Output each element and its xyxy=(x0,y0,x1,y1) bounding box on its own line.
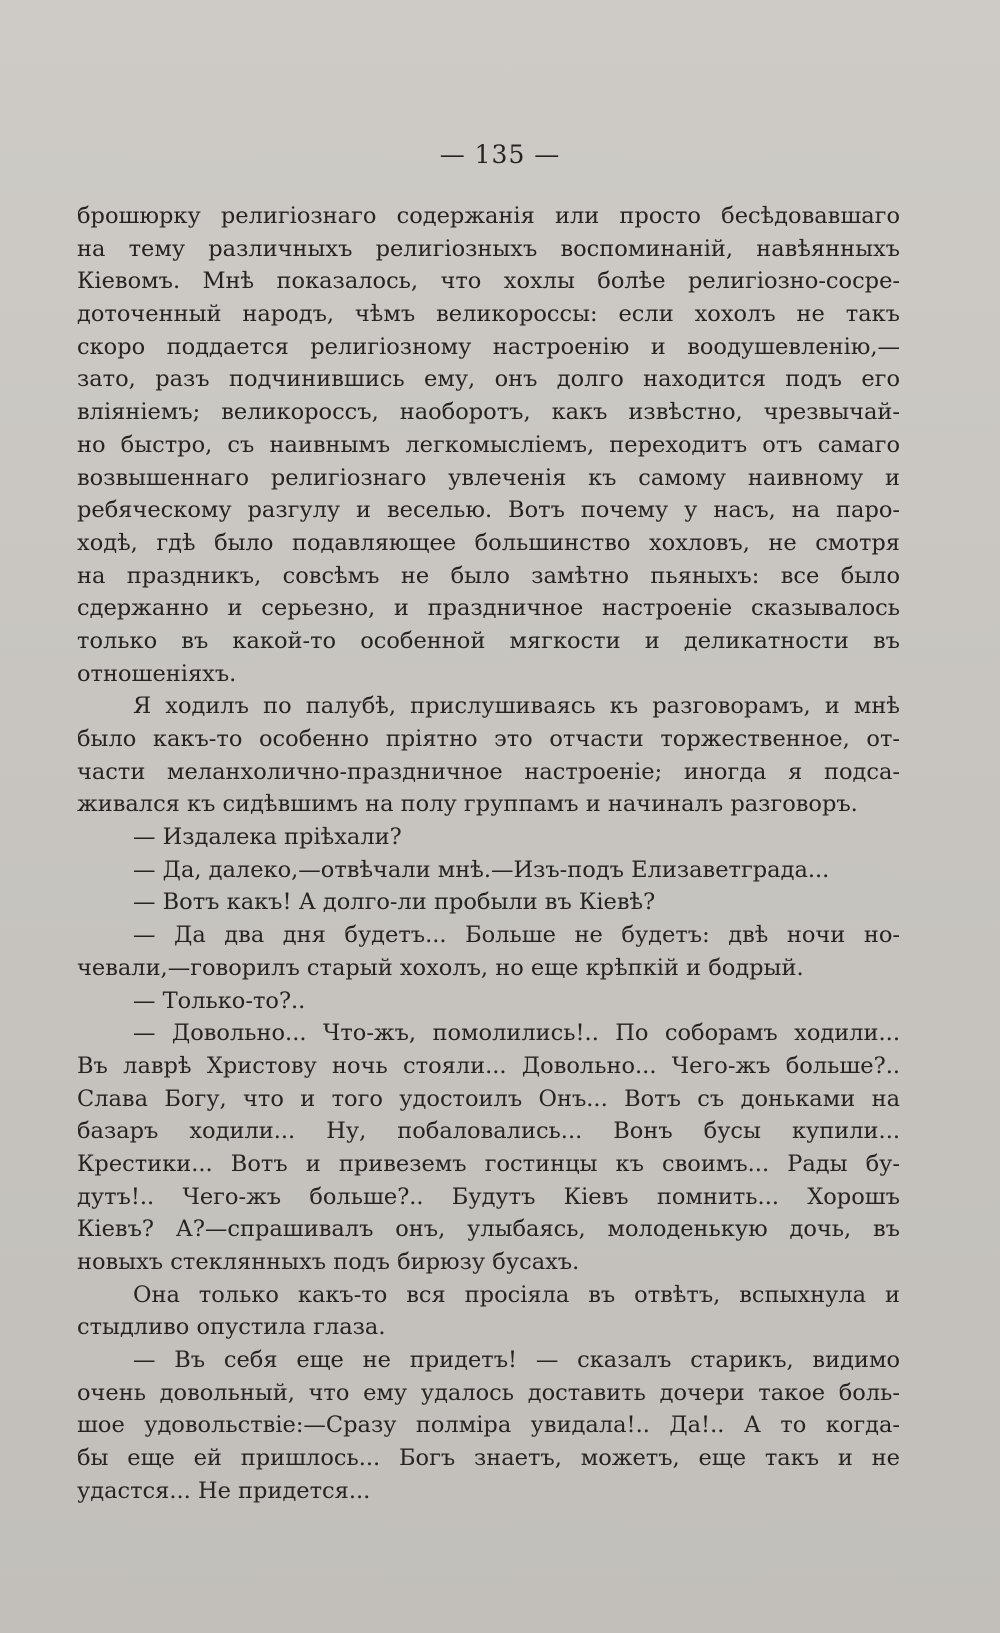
text-line: живался къ сидѣвшимъ на полу группамъ и начиналъ разговоръ. xyxy=(77,791,858,818)
text-line: отношеніяхъ. xyxy=(77,660,237,687)
text-line: — Вотъ какъ! А долго-ли пробыли въ Кіевѣ? xyxy=(133,889,656,916)
page-number: — 135 — xyxy=(439,140,561,169)
text-line: бы еще ей пришлось... Богъ знаетъ, можетъ, еще такъ и не xyxy=(77,1445,900,1472)
text-line: возвышеннаго религіознаго увлеченія къ самому наивному и xyxy=(77,464,900,491)
text-line: вліяніемъ; великороссъ, наоборотъ, какъ извѣстно, чрезвычай- xyxy=(77,399,900,426)
text-line: чевали,—говорилъ старый хохолъ, но еще крѣпкій и бодрый. xyxy=(77,954,804,981)
text-line: удастся... Не придется... xyxy=(77,1477,371,1504)
text-line: Я ходилъ по палубѣ, прислушиваясь къ разговорамъ, и мнѣ xyxy=(133,693,900,720)
text-line: — Да два дня будетъ... Больше не будетъ: двѣ ночи но- xyxy=(133,922,900,949)
text-line: Кіевомъ. Мнѣ показалось, что хохлы болѣе религіозно-сосре- xyxy=(77,268,900,295)
text-line: но быстро, съ наивнымъ легкомысліемъ, переходитъ отъ самаго xyxy=(77,431,900,458)
text-line: на тему различныхъ религіозныхъ воспоминаній, навѣянныхъ xyxy=(77,235,900,262)
text-line: было какъ-то особенно пріятно это отчасти торжественное, от- xyxy=(77,726,900,752)
text-line: очень довольный, что ему удалось доставить дочери такое боль- xyxy=(77,1379,900,1406)
text-line: дутъ!.. Чего-жъ больше?.. Будутъ Кіевъ помнить... Хорошъ xyxy=(77,1183,900,1210)
text-line: Крестики... Вотъ и привеземъ гостинцы къ своимъ... Рады бу- xyxy=(77,1150,900,1177)
text-line: Она только какъ-то вся просіяла въ отвѣтъ, вспыхнула и xyxy=(133,1281,900,1308)
text-line: части меланхолично-праздничное настроеніе; иногда я подса- xyxy=(77,758,900,785)
text-line: брошюрку религіознаго содержанія или просто бесѣдовавшаго xyxy=(77,203,900,229)
text-line: — Довольно... Что-жъ, помолились!.. По соборамъ ходили... xyxy=(133,1020,900,1047)
text-line: — Да, далеко,—отвѣчали мнѣ.—Изъ-подъ Елизаветграда... xyxy=(133,856,830,883)
text-line: доточенный народъ, чѣмъ великороссы: если хохолъ не такъ xyxy=(77,301,900,328)
text-line: базаръ ходили... Ну, побаловались... Вонъ бусы купили... xyxy=(77,1118,900,1145)
text-line: на праздникъ, совсѣмъ не было замѣтно пьяныхъ: все было xyxy=(77,562,900,589)
text-line: — Издалека пріѣхали? xyxy=(133,824,402,851)
text-line: Въ лаврѣ Христову ночь стояли... Довольно... Чего-жъ больше?.. xyxy=(77,1052,900,1079)
text-line: скоро поддается религіозному настроенію и воодушевленію,— xyxy=(77,333,900,360)
text-line: ребяческому разгулу и веселью. Вотъ почему у насъ, на паро- xyxy=(77,497,900,524)
text-line: новыхъ стеклянныхъ подъ бирюзу бусахъ. xyxy=(77,1249,580,1275)
text-line: только въ какой-то особенной мягкости и деликатности въ xyxy=(77,627,900,654)
text-line: Слава Богу, что и того удостоилъ Онъ... Вотъ съ доньками на xyxy=(77,1085,900,1112)
text-line: стыдливо опустила глаза. xyxy=(77,1314,386,1341)
text-line: сдержанно и серьезно, и праздничное настроеніе сказывалось xyxy=(77,595,900,622)
text-line: — Только-то?.. xyxy=(133,987,306,1014)
text-line: зато, разъ подчинившись ему, онъ долго находится подъ его xyxy=(77,366,900,393)
text-line: Кіевъ? А?—спрашивалъ онъ, улыбаясь, молоденькую дочь, въ xyxy=(77,1216,900,1243)
text-line: ходѣ, гдѣ было подавляющее большинство хохловъ, не смотря xyxy=(77,529,900,556)
body-text xyxy=(77,200,900,1508)
text-line: шое удовольствіе:—Сразу полміра увидала!.. Да!.. А то когда- xyxy=(77,1412,900,1439)
text-line: — Въ себя еще не придетъ! — сказалъ старикъ, видимо xyxy=(133,1347,900,1374)
